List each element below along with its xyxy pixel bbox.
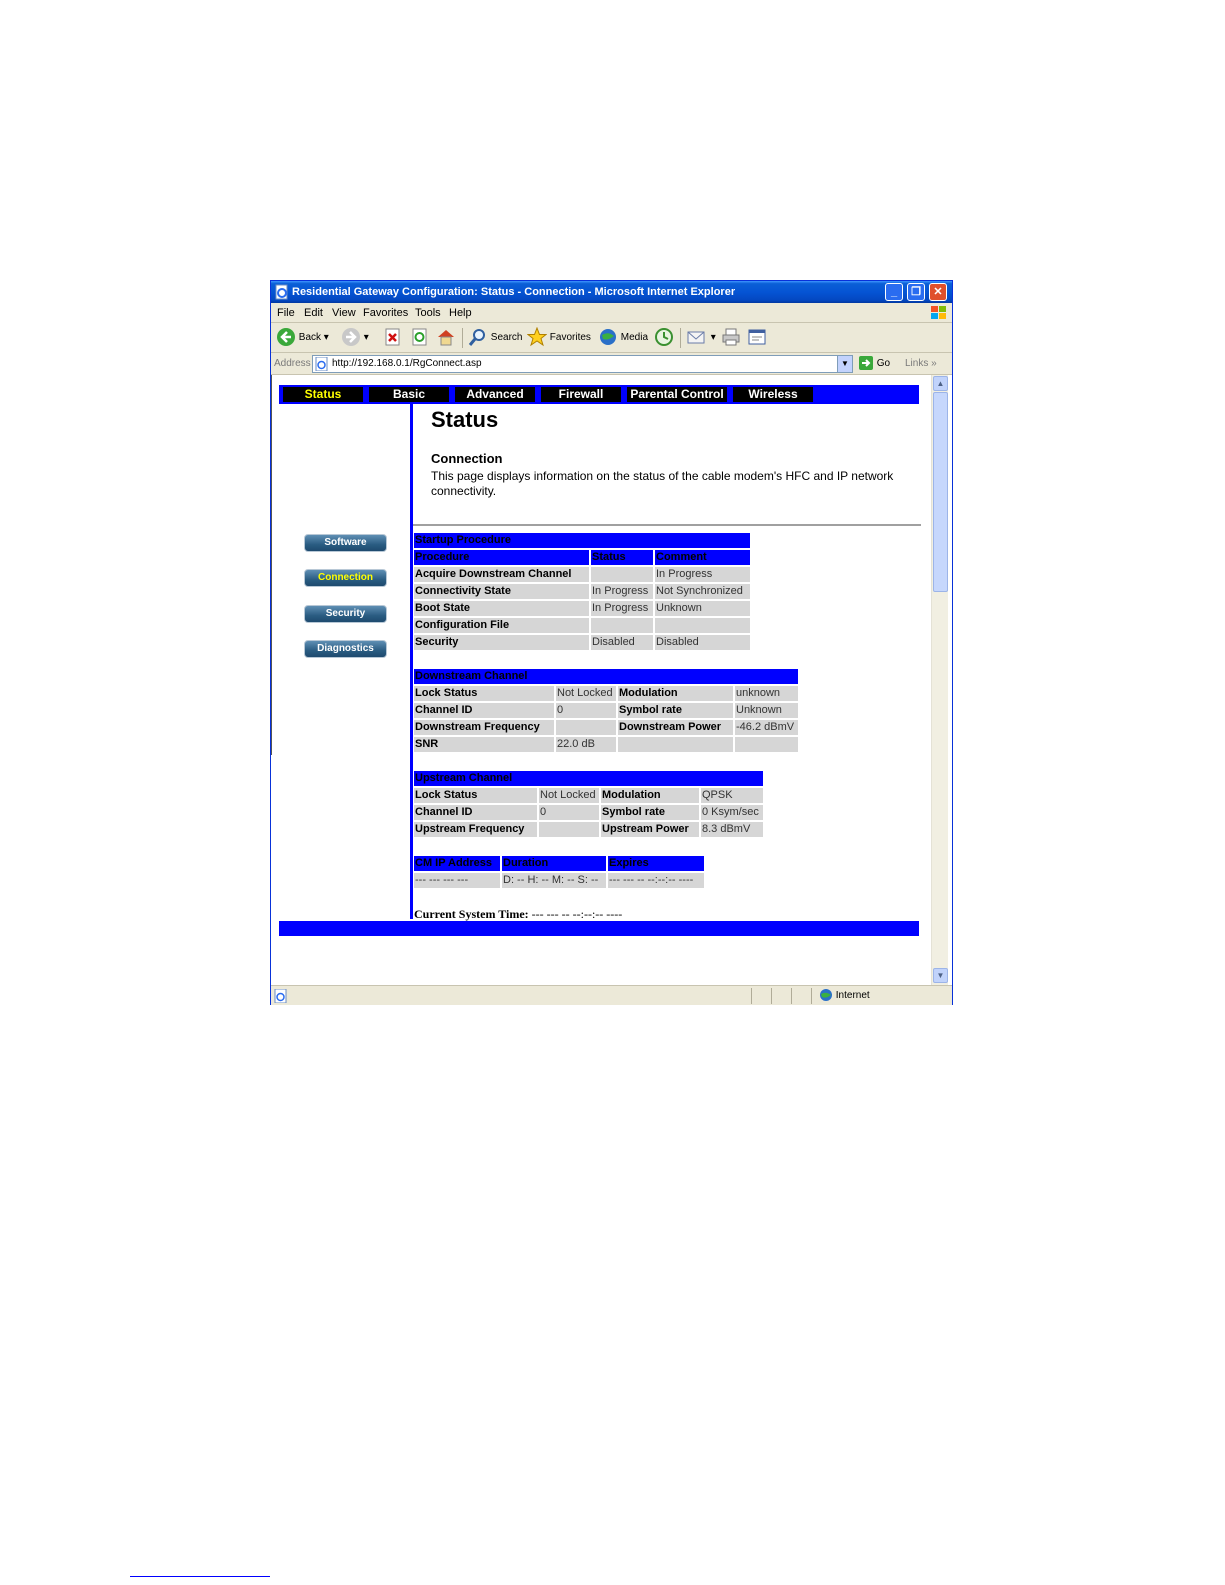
status-separator [751,988,752,1004]
tab-wireless[interactable]: Wireless [733,387,813,402]
cell-value [655,618,750,633]
top-navigation [279,385,919,404]
close-button[interactable]: ✕ [929,283,947,301]
cell-value: D: -- H: -- M: -- S: -- [502,873,606,888]
table-row [414,635,750,650]
tab-basic[interactable]: Basic [369,387,449,402]
cell-value: Not Locked [556,686,616,701]
menu-view[interactable]: View [332,307,356,319]
table-title: Startup Procedure [414,533,750,548]
frame-edge [271,375,272,755]
title-bar [271,281,952,303]
row-label: Modulation [618,686,733,701]
row-label: Symbol rate [601,805,699,820]
cell-value: Disabled [591,635,653,650]
cell-value: Unknown [735,703,798,718]
stop-icon [384,328,402,346]
row-label: Modulation [601,788,699,803]
status-separator [791,988,792,1004]
table-row [414,601,750,616]
table-row [414,584,750,599]
address-url: http://192.168.0.1/RgConnect.asp [332,358,482,369]
table-row [414,686,798,701]
go-label: Go [876,358,891,369]
table-row [414,873,704,888]
cell-value: In Progress [591,601,653,616]
row-label: Lock Status [414,686,554,701]
row-label: Upstream Frequency [414,822,537,837]
scroll-up-button[interactable]: ▲ [933,376,948,391]
go-button[interactable] [858,353,890,375]
table-row [414,720,798,735]
cell-value: --- --- --- --- [414,873,500,888]
footer-bar [279,921,919,936]
toolbar [271,323,952,353]
row-label: Channel ID [414,703,554,718]
menu-tools[interactable]: Tools [415,307,441,319]
links-label: Links [905,358,929,369]
upstream-channel-table [412,769,765,839]
address-dropdown-button[interactable]: ▼ [837,356,852,372]
refresh-icon [411,328,429,346]
security-zone [819,986,870,1006]
address-bar [271,353,952,375]
cell-value: 0 [539,805,599,820]
row-label: Downstream Frequency [414,720,554,735]
zone-label: Internet [835,990,870,1001]
printer-icon [721,327,741,347]
home-button[interactable] [436,327,456,349]
system-time-label: Current System Time: [414,907,529,921]
row-label: Lock Status [414,788,537,803]
cell-value [618,737,733,752]
cell-value [556,720,616,735]
edit-button[interactable] [747,327,767,349]
page-status-icon [274,989,288,1003]
downstream-channel-table [412,667,800,754]
column-header: Status [591,550,653,565]
sidebar-divider [410,404,413,919]
menu-bar [271,303,952,323]
back-button[interactable]: Back ▾ [276,327,329,349]
row-label: Channel ID [414,805,537,820]
cell-value [539,822,599,837]
status-separator [771,988,772,1004]
tab-parental-control[interactable]: Parental Control [627,387,727,402]
favorites-label: Favorites [549,332,591,343]
tab-status[interactable]: Status [283,387,363,402]
forward-arrow-icon [341,327,361,347]
search-button[interactable] [468,327,522,349]
cell-value: Disabled [655,635,750,650]
cell-value: Unknown [655,601,750,616]
row-label: Symbol rate [618,703,733,718]
table-row [414,618,750,633]
media-label: Media [620,332,649,343]
media-globe-icon [598,327,618,347]
row-label: Downstream Power [618,720,733,735]
startup-procedure-table [412,531,752,652]
row-label: Boot State [414,601,589,616]
row-label: Security [414,635,589,650]
scroll-down-button[interactable]: ▼ [933,968,948,983]
column-header: Expires [608,856,704,871]
status-bar [271,985,952,1005]
sidebar-item-security[interactable]: Security [304,605,387,623]
minimize-button[interactable]: _ [885,283,903,301]
sidebar-item-connection[interactable]: Connection [304,569,387,587]
windows-logo-icon [928,305,948,321]
column-header: Duration [502,856,606,871]
cell-value: unknown [735,686,798,701]
stop-button[interactable] [384,327,402,349]
toolbar-separator [680,328,681,348]
column-header: Procedure [414,550,589,565]
row-label: Upstream Power [601,822,699,837]
section-title: Connection [431,451,503,466]
system-time-value: --- --- -- --:--:-- ---- [531,907,623,921]
sidebar-item-diagnostics[interactable]: Diagnostics [304,640,387,658]
table-title: Upstream Channel [414,771,763,786]
cell-value: 22.0 dB [556,737,616,752]
section-description: This page displays information on the status of the cable modem's HFC and IP network connectivity. [431,469,894,498]
window-title: Residential Gateway Configuration: Status - Connection - Microsoft Internet Explorer [292,286,736,298]
column-header: CM IP Address [414,856,500,871]
toolbar-separator [462,328,463,348]
cell-value: 0 Ksym/sec [701,805,763,820]
tab-advanced[interactable]: Advanced [455,387,535,402]
menu-favorites[interactable]: Favorites [363,307,409,319]
favorites-button[interactable] [527,327,591,349]
tab-firewall[interactable]: Firewall [541,387,621,402]
column-header: Comment [655,550,750,565]
cell-value: In Progress [655,567,750,582]
forward-button[interactable]: ▾ [341,327,369,349]
back-label: Back [298,332,322,343]
cell-value: Not Synchronized [655,584,750,599]
mail-icon [686,327,708,347]
media-button[interactable] [598,327,648,349]
cell-value: 8.3 dBmV [701,822,763,837]
print-button[interactable] [721,327,741,349]
footnote-rule [130,1576,270,1577]
browser-window [270,280,953,1005]
cell-value: In Progress [591,584,653,599]
cell-value [735,737,798,752]
history-button[interactable] [654,327,674,349]
table-row [414,788,763,803]
search-label: Search [490,332,523,343]
search-icon [468,327,488,347]
cm-ip-table [412,854,706,890]
page-viewport [271,375,952,985]
ie-page-icon [274,284,290,300]
vertical-scrollbar[interactable] [931,375,948,985]
back-arrow-icon [276,327,296,347]
cell-value: -46.2 dBmV [735,720,798,735]
go-arrow-icon [858,355,874,371]
table-row [414,737,798,752]
menu-edit[interactable]: Edit [304,307,323,319]
row-label: Acquire Downstream Channel [414,567,589,582]
table-row [414,703,798,718]
menu-help[interactable]: Help [449,307,472,319]
table-row [414,822,763,837]
cell-value: --- --- -- --:--:-- ---- [608,873,704,888]
cell-value: QPSK [701,788,763,803]
sidebar-item-software[interactable]: Software [304,534,387,552]
links-button[interactable]: Links » [905,358,937,369]
ie-page-icon [315,357,329,371]
address-input[interactable] [312,355,853,373]
current-system-time [414,907,622,922]
table-row [414,567,750,582]
star-icon [527,327,547,347]
cell-value [591,567,653,582]
restore-button[interactable]: ❐ [907,283,925,301]
row-label: SNR [414,737,554,752]
refresh-button[interactable] [411,327,429,349]
table-title: Downstream Channel [414,669,798,684]
home-icon [436,327,456,347]
row-label: Configuration File [414,618,589,633]
menu-file[interactable]: File [277,307,295,319]
cell-value: 0 [556,703,616,718]
table-row [414,805,763,820]
address-label: Address [274,358,311,369]
divider [413,524,921,526]
row-label: Connectivity State [414,584,589,599]
status-separator [811,988,812,1004]
scroll-thumb[interactable] [933,392,948,592]
edit-page-icon [747,327,767,347]
cell-value: Not Locked [539,788,599,803]
page-title: Status [431,407,499,432]
cell-value [591,618,653,633]
internet-globe-icon [819,988,833,1002]
mail-button[interactable]: ▾ [686,327,716,349]
history-icon [654,327,674,347]
